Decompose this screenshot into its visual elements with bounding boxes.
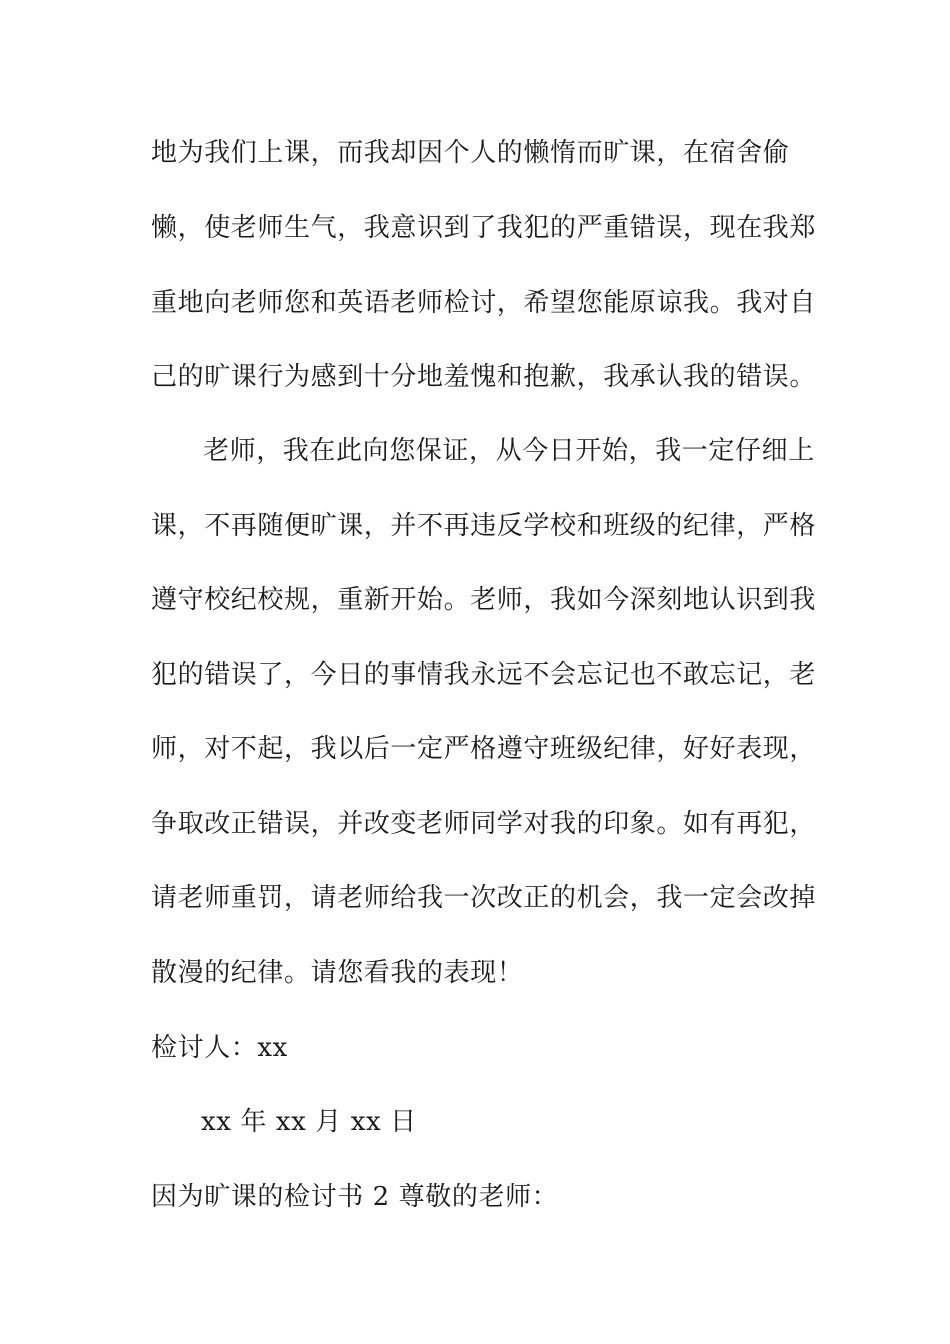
paragraph-line: 课，不再随便旷课，并不再违反学校和班级的纪律，严格 xyxy=(151,511,817,541)
signature-line: 检讨人：xx xyxy=(151,1033,288,1063)
paragraph-line: 争取改正错误，并改变老师同学对我的印象。如有再犯， xyxy=(151,809,817,839)
paragraph-line: 老师，我在此向您保证，从今日开始，我一定仔细上 xyxy=(203,436,815,466)
paragraph-line: 重地向老师您和英语老师检讨，希望您能原谅我。我对自 xyxy=(151,288,817,318)
paragraph-line: 己的旷课行为感到十分地羞愧和抱歉，我承认我的错误。 xyxy=(151,362,817,392)
paragraph-line: 请老师重罚，请老师给我一次改正的机会，我一定会改掉 xyxy=(151,883,817,913)
paragraph-line: 遵守校纪校规，重新开始。老师，我如今深刻地认识到我 xyxy=(151,585,817,615)
paragraph-line: 懒，使老师生气，我意识到了我犯的严重错误，现在我郑 xyxy=(151,213,817,243)
paragraph-line: 犯的错误了，今日的事情我永远不会忘记也不敢忘记，老 xyxy=(151,660,817,690)
next-section-heading: 因为旷课的检讨书 2 尊敬的老师： xyxy=(151,1182,559,1212)
date-line: xx 年 xx 月 xx 日 xyxy=(201,1107,417,1137)
paragraph-line: 师，对不起，我以后一定严格遵守班级纪律，好好表现， xyxy=(151,734,817,764)
paragraph-line: 散漫的纪律。请您看我的表现！ xyxy=(151,958,524,988)
paragraph-line: 地为我们上课，而我却因个人的懒惰而旷课，在宿舍偷 xyxy=(151,138,790,168)
